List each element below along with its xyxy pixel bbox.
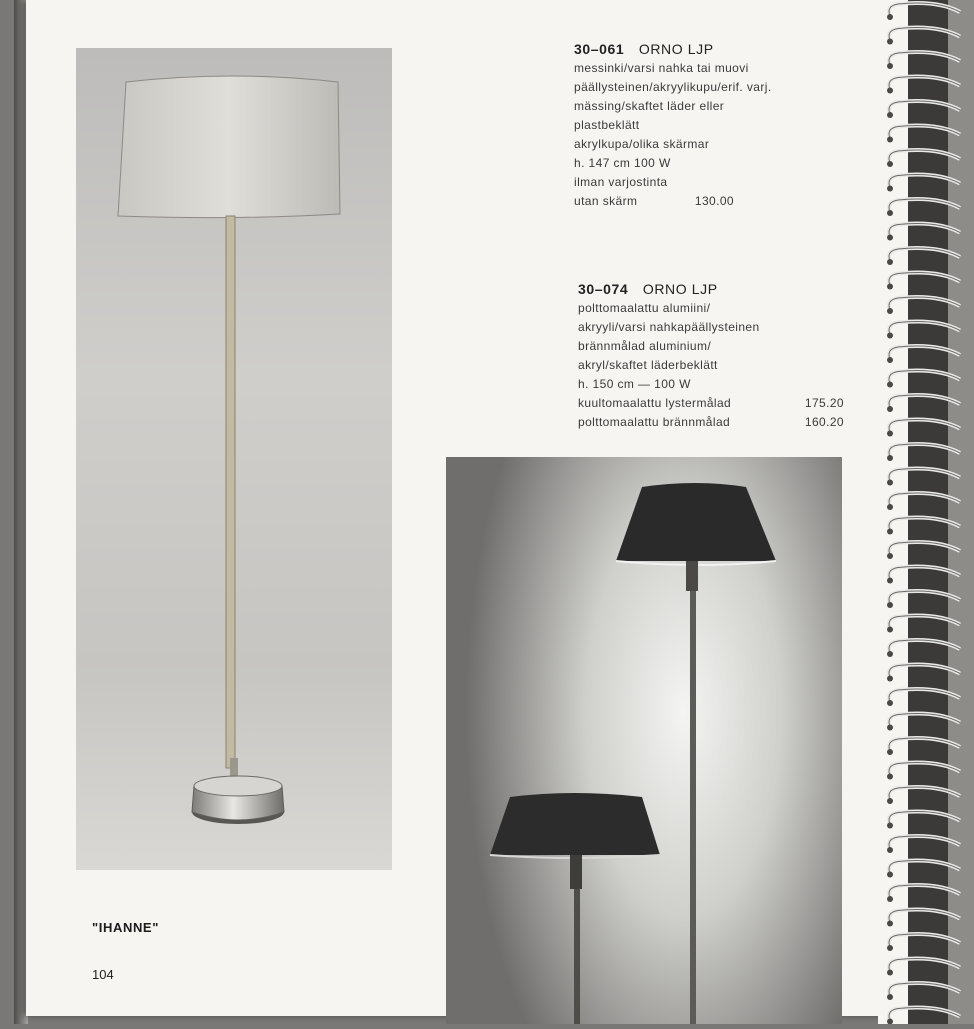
binding-hole (887, 480, 893, 486)
binding-hole (887, 627, 893, 633)
binding-hole (887, 994, 893, 1000)
spec-line-priced: kuultomaalattu lystermålad 175.20 (578, 394, 844, 413)
binding-hole (887, 39, 893, 45)
spec-line: messinki/varsi nahka tai muovi (574, 61, 749, 75)
spec-line: polttomaalattu alumiini/ (578, 301, 711, 315)
binding-hole (887, 725, 893, 731)
spec-line: brännmålad aluminium/ (578, 339, 712, 353)
binding-hole (887, 676, 893, 682)
spec-line: ilman varjostinta (574, 175, 668, 189)
spec-line: akryl/skaftet läderbeklätt (578, 358, 718, 372)
price: 160.20 (804, 415, 844, 429)
binding-hole (887, 210, 893, 216)
binding-hole (887, 553, 893, 559)
product-heading (578, 280, 844, 299)
spec-line: akrylkupa/olika skärmar (574, 137, 710, 151)
binding-hole (887, 406, 893, 412)
binding-hole (887, 259, 893, 265)
spec-line: h. 147 cm 100 W (574, 156, 671, 170)
binding-hole (887, 798, 893, 804)
binding-hole (887, 455, 893, 461)
product-caption: "IHANNE" (92, 920, 159, 935)
binding-hole (887, 529, 893, 535)
binding-hole (887, 112, 893, 118)
spec-line: plastbeklätt (574, 118, 640, 132)
binding-hole (887, 921, 893, 927)
product-heading (574, 40, 824, 59)
spec-line: mässing/skaftet läder eller (574, 99, 725, 113)
binding-hole (887, 651, 893, 657)
spec-line-priced: polttomaalattu brännmålad 160.20 (578, 413, 844, 432)
spiral-binding (878, 0, 974, 1024)
binding-hole (887, 504, 893, 510)
binding-hole (887, 602, 893, 608)
binding-hole (887, 14, 893, 20)
binding-hole (887, 308, 893, 314)
binding-hole (887, 700, 893, 706)
product-code: 30–061 (574, 41, 625, 57)
binding-hole (887, 88, 893, 94)
spec-line: h. 150 cm — 100 W (578, 377, 691, 391)
spiral-coils (878, 0, 974, 1024)
binding-hole (887, 235, 893, 241)
floor-lamp-illustration (76, 48, 392, 870)
spec-line: akryyli/varsi nahkapäällysteinen (578, 320, 760, 334)
product-name: ORNO LJP (642, 281, 718, 297)
product-spec-30-061 (574, 40, 824, 211)
binding-hole (887, 161, 893, 167)
binding-hole (887, 970, 893, 976)
product-name: ORNO LJP (638, 41, 714, 57)
binding-hole (887, 847, 893, 853)
binding-hole (887, 63, 893, 69)
orno-lamps-photo (446, 457, 842, 1024)
binding-hole (887, 137, 893, 143)
spec-line-priced: utan skärm 130.00 (574, 192, 734, 211)
binding-hole (887, 823, 893, 829)
product-code: 30–074 (578, 281, 629, 297)
binding-hole (887, 333, 893, 339)
binding-hole (887, 872, 893, 878)
spec-line: päällysteinen/akryylikupu/erif. varj. (574, 80, 772, 94)
binding-hole (887, 186, 893, 192)
product-spec-30-074 (578, 280, 844, 432)
binding-hole (887, 749, 893, 755)
binding-hole (887, 578, 893, 584)
binding-hole (887, 357, 893, 363)
binding-hole (887, 382, 893, 388)
binding-hole (887, 896, 893, 902)
binding-hole (887, 774, 893, 780)
binding-hole (887, 945, 893, 951)
floor-lamp-photo (76, 48, 392, 870)
price: 130.00 (694, 194, 734, 208)
binding-hole (887, 284, 893, 290)
page-number: 104 (92, 967, 114, 982)
orno-lamps-illustration (446, 457, 842, 1024)
price: 175.20 (804, 396, 844, 410)
binding-hole (887, 431, 893, 437)
